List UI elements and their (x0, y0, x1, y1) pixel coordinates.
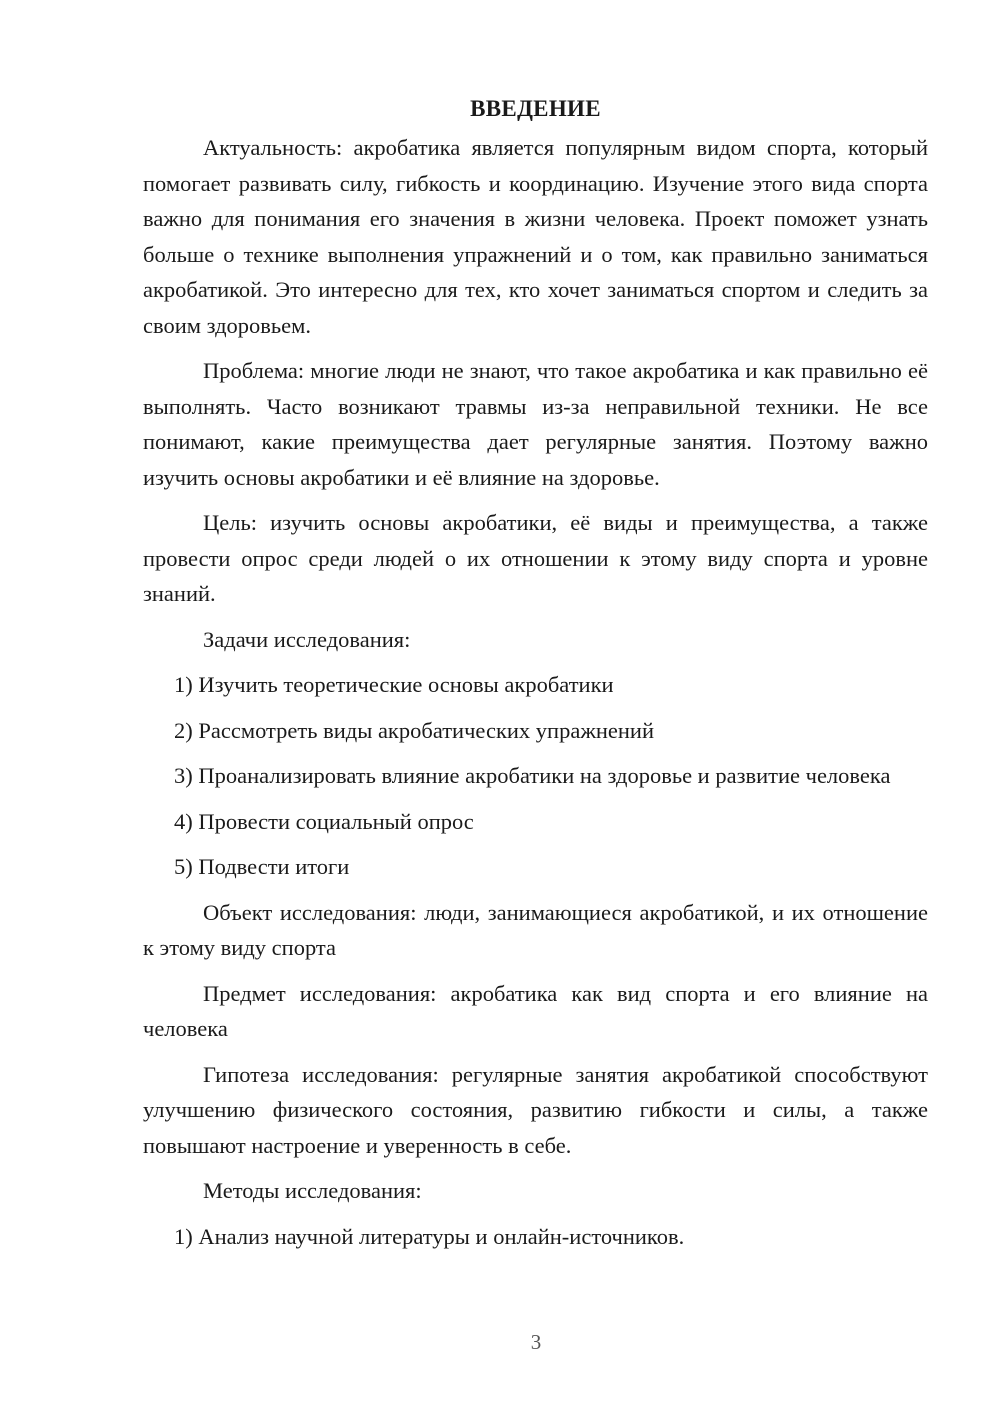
task-item: 4) Провести социальный опрос (174, 808, 474, 834)
paragraph-object: Объект исследования: люди, занимающиеся акробатикой, и их отношение к этому виду спорта (143, 899, 928, 960)
page-content (143, 92, 928, 1264)
paragraph-goal: Цель: изучить основы акробатики, её виды и преимущества, а также провести опрос среди людей о их отношении к этому виду спорта и уровне знаний. (143, 510, 928, 606)
tasks-heading: Задачи исследования: (203, 626, 411, 652)
task-item: 3) Проанализировать влияние акробатики на здоровье и развитие человека (174, 763, 891, 788)
method-item: 1) Анализ научной литературы и онлайн-источников. (174, 1223, 685, 1249)
paragraph-hypothesis: Гипотеза исследования: регулярные занятия акробатикой способствуют улучшению физического состояния, развитию гибкости и силы, а также повышают настроение и уверенность в себе. (143, 1061, 928, 1158)
task-item: 2) Рассмотреть виды акробатических упражнений (174, 717, 655, 743)
page-number: 3 (530, 1330, 542, 1354)
paragraph-relevance: Актуальность: акробатика является популярным видом спорта, который помогает развивать силу, гибкость и координацию. Изучение этого вида спорта важно для понимания его значения в жизни человека. Проект поможет узнать больше о технике выполнения упражнений и о том, как правильно заниматься акробатикой. Это интересно для тех, кто хочет заниматься спортом и следить за своим здоровьем. (143, 135, 928, 338)
paragraph-problem: Проблема: многие люди не знают, что такое акробатика и как правильно её выполнять. Часто возникают травмы из-за неправильной техники. Не все понимают, какие преимущества дает регулярные занятия. Поэтому важно изучить основы акробатики и её влияние на здоровье. (143, 358, 928, 490)
task-item: 5) Подвести итоги (174, 854, 350, 879)
page-title: ВВЕДЕНИЕ (470, 96, 601, 121)
methods-heading: Методы исследования: (203, 1178, 422, 1203)
paragraph-subject: Предмет исследования: акробатика как вид спорта и его влияние на человека (143, 980, 928, 1041)
task-item: 1) Изучить теоретические основы акробатики (174, 672, 614, 697)
